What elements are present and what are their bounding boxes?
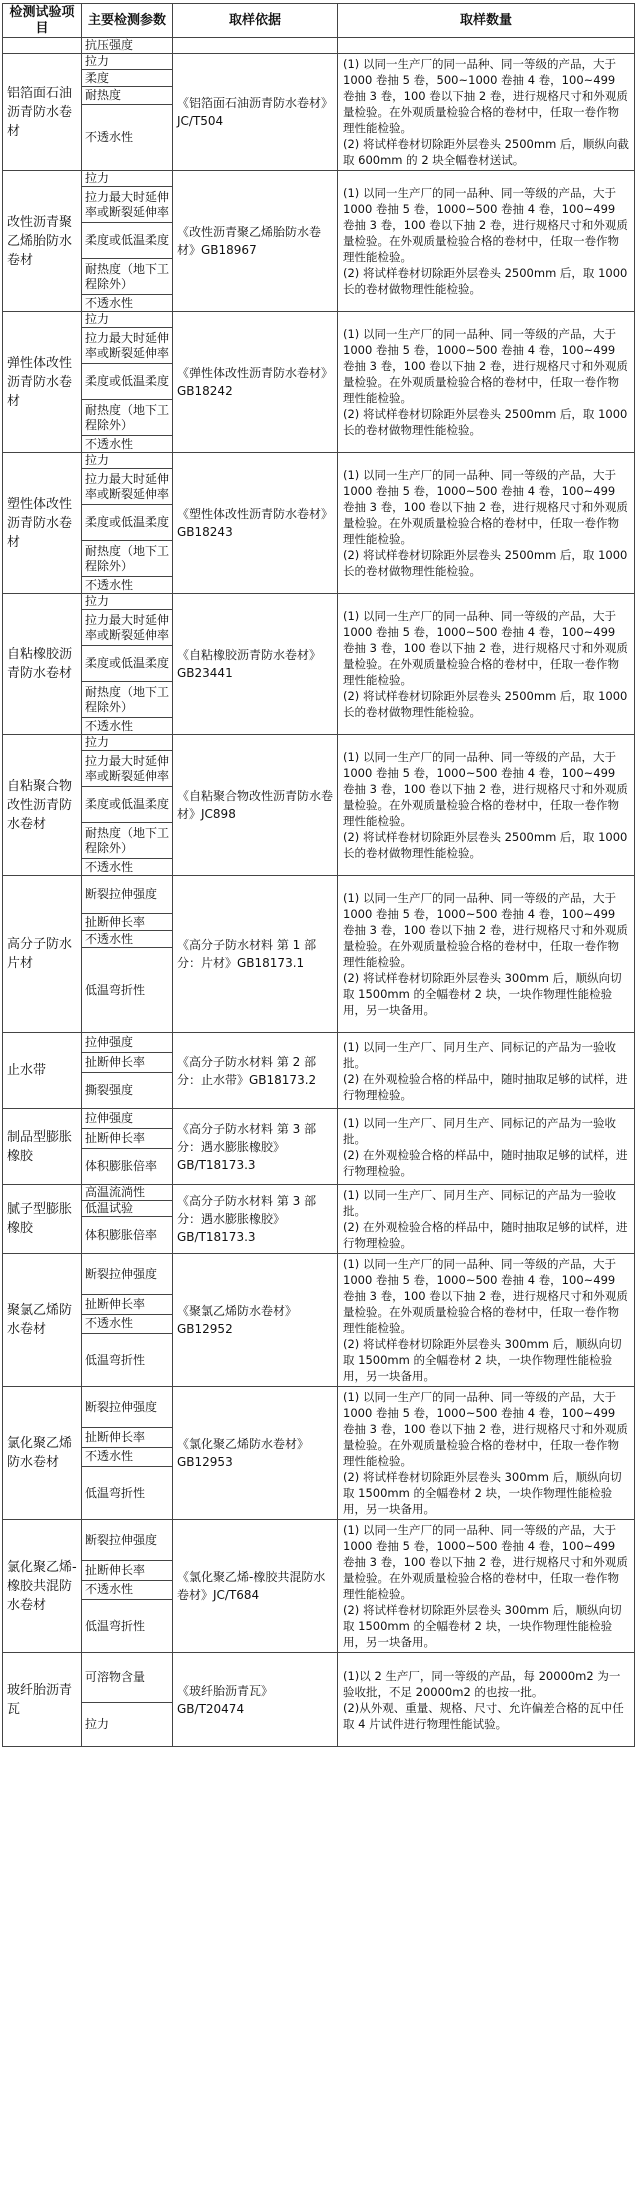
param-cell: 断裂拉伸强度	[82, 1520, 173, 1561]
quantity-paragraph: (1) 以同一生产厂的同一品种、同一等级的产品，大于 1000 卷抽 5 卷，1000~500 卷抽 4 卷，100~499 卷抽 3 卷，100 卷以下抽 2 卷，进行规格尺寸和外观质量检验。在外观质量检验合格的卷材中，任取一卷作物理性能检验。	[343, 1257, 628, 1335]
quantity-paragraph: (2) 在外观检验合格的样品中，随时抽取足够的试样，进行物理检验。	[343, 1220, 628, 1250]
table-row	[3, 453, 635, 469]
quantity-paragraph: (1) 以同一生产厂的同一品种、同一等级的产品，大于 1000 卷抽 5 卷，500~1000 卷抽 4 卷，100~499 卷抽 3 卷，100 卷以下抽 2 卷，进行规格尺寸和外观质量检验。在外观质量检验合格的卷材中，任取一卷作物理性能检验。	[343, 57, 628, 135]
table-row	[3, 38, 635, 54]
param-cell: 低温弯折性	[82, 1334, 173, 1387]
header-sampling-basis: 取样依据	[173, 4, 338, 38]
test-item-cell: 氯化聚乙烯-橡胶共混防水卷材	[3, 1520, 82, 1653]
table-row	[3, 735, 635, 751]
param-cell: 拉力最大时延伸率或断裂延伸率	[82, 187, 173, 223]
param-cell: 撕裂强度	[82, 1073, 173, 1109]
quantity-paragraph: (1) 以同一生产厂的同一品种、同一等级的产品，大于 1000 卷抽 5 卷，1000~500 卷抽 4 卷，100~499 卷抽 3 卷，100 卷以下抽 2 卷，进行规格尺寸和外观质量检验。在外观质量检验合格的卷材中，任取一卷作物理性能检验。	[343, 609, 628, 687]
sampling-quantity-cell	[338, 876, 635, 1033]
param-cell: 低温弯折性	[82, 1600, 173, 1653]
table-row	[3, 1387, 635, 1428]
param-cell: 拉力最大时延伸率或断裂延伸率	[82, 469, 173, 505]
sampling-quantity-cell	[338, 1653, 635, 1747]
test-item-cell: 氯化聚乙烯防水卷材	[3, 1387, 82, 1520]
sampling-basis-cell: 《高分子防水材料 第 3 部分：遇水膨胀橡胶》GB/T18173.3	[173, 1185, 338, 1254]
param-cell: 柔度或低温柔度	[82, 364, 173, 400]
quantity-paragraph: (2) 将试样卷材切除距外层卷头 2500mm 后，取 1000 长的卷材做物理性能检验。	[343, 830, 628, 860]
sampling-basis-cell: 《铝箔面石油沥青防水卷材》JC/T504	[173, 54, 338, 171]
sampling-table-page	[2, 3, 634, 2189]
table-row	[3, 1033, 635, 1053]
param-cell: 断裂拉伸强度	[82, 876, 173, 914]
param-cell: 耐热度（地下工程除外）	[82, 541, 173, 577]
quantity-paragraph: (1) 以同一生产厂的同一品种、同一等级的产品，大于 1000 卷抽 5 卷，1000~500 卷抽 4 卷，100~499 卷抽 3 卷，100 卷以下抽 2 卷，进行规格尺寸和外观质量检验。在外观质量检验合格的卷材中，任取一卷作物理性能检验。	[343, 891, 628, 969]
quantity-paragraph: (1) 以同一生产厂、同月生产、同标记的产品为一验收批。	[343, 1039, 616, 1070]
param-cell: 柔度	[82, 70, 173, 86]
param-cell: 扯断伸长率	[82, 1129, 173, 1149]
quantity-paragraph: (1) 以同一生产厂、同月生产、同标记的产品为一验收批。	[343, 1115, 616, 1146]
test-item-cell: 高分子防水片材	[3, 876, 82, 1033]
param-cell: 扯断伸长率	[82, 914, 173, 931]
param-cell: 低温弯折性	[82, 1467, 173, 1520]
sampling-quantity-cell	[338, 1520, 635, 1653]
param-cell: 断裂拉伸强度	[82, 1254, 173, 1295]
sampling-basis-cell: 《高分子防水材料 第 3 部分：遇水膨胀橡胶》GB/T18173.3	[173, 1109, 338, 1185]
param-cell: 耐热度（地下工程除外）	[82, 400, 173, 436]
sampling-quantity-cell	[338, 38, 635, 54]
param-cell: 不透水性	[82, 295, 173, 312]
param-cell: 拉力	[82, 312, 173, 328]
quantity-paragraph: (2) 将试样卷材切除距外层卷头 2500mm 后，取 1000 长的卷材做物理性能检验。	[343, 548, 628, 578]
sampling-basis-cell: 《聚氯乙烯防水卷材》GB12952	[173, 1254, 338, 1387]
sampling-quantity-cell	[338, 1185, 635, 1254]
quantity-paragraph: (2) 将试样卷材切除距外层卷头 300mm 后，顺纵向切取 1500mm 的全幅卷材 2 块，一块作物理性能检验用，另一块备用。	[343, 1470, 622, 1516]
sampling-basis-cell	[173, 38, 338, 54]
test-item-cell	[3, 38, 82, 54]
sampling-quantity-cell	[338, 1387, 635, 1520]
param-cell: 不透水性	[82, 436, 173, 453]
sampling-quantity-cell	[338, 54, 635, 171]
param-cell: 拉伸强度	[82, 1033, 173, 1053]
param-cell: 柔度或低温柔度	[82, 223, 173, 259]
param-cell: 耐热度（地下工程除外）	[82, 823, 173, 859]
test-item-cell: 自粘聚合物改性沥青防水卷材	[3, 735, 82, 876]
param-cell: 耐热度（地下工程除外）	[82, 259, 173, 295]
quantity-paragraph: (1) 以同一生产厂、同月生产、同标记的产品为一验收批。	[343, 1188, 616, 1218]
table-row	[3, 1109, 635, 1129]
test-item-cell: 改性沥青聚乙烯胎防水卷材	[3, 171, 82, 312]
quantity-paragraph: (2) 将试样卷材切除距外层卷头 300mm 后，顺纵向切取 1500mm 的全幅卷材 2 块，一块作物理性能检验用，另一块备用。	[343, 1337, 622, 1383]
table-row	[3, 312, 635, 328]
sampling-table	[2, 3, 635, 1747]
sampling-basis-cell: 《氯化聚乙烯防水卷材》GB12953	[173, 1387, 338, 1520]
table-row	[3, 594, 635, 610]
table-row	[3, 171, 635, 187]
quantity-paragraph: (1) 以同一生产厂的同一品种、同一等级的产品，大于 1000 卷抽 5 卷，1000~500 卷抽 4 卷，100~499 卷抽 3 卷，100 卷以下抽 2 卷，进行规格尺寸和外观质量检验。在外观质量检验合格的卷材中，任取一卷作物理性能检验。	[343, 468, 628, 546]
quantity-paragraph: (2) 将试样卷材切除距外层卷头 300mm 后，顺纵向切取 1500mm 的全幅卷材 2 块，一块作物理性能检验用，另一块备用。	[343, 971, 622, 1017]
quantity-paragraph: (2) 将试样卷材切除距外层卷头 2500mm 后，取 1000 长的卷材做物理性能检验。	[343, 266, 628, 296]
param-cell: 耐热度（地下工程除外）	[82, 682, 173, 718]
sampling-basis-cell: 《自粘聚合物改性沥青防水卷材》JC898	[173, 735, 338, 876]
sampling-basis-cell: 《氯化聚乙烯-橡胶共混防水卷材》JC/T684	[173, 1520, 338, 1653]
test-item-cell: 制品型膨胀橡胶	[3, 1109, 82, 1185]
quantity-paragraph: (1) 以同一生产厂的同一品种、同一等级的产品，大于 1000 卷抽 5 卷，1000~500 卷抽 4 卷，100~499 卷抽 3 卷，100 卷以下抽 2 卷，进行规格尺寸和外观质量检验。在外观质量检验合格的卷材中，任取一卷作物理性能检验。	[343, 186, 628, 264]
header-row	[3, 4, 635, 38]
param-cell: 不透水性	[82, 577, 173, 594]
param-cell: 不透水性	[82, 105, 173, 171]
sampling-quantity-cell	[338, 1033, 635, 1109]
sampling-basis-cell: 《弹性体改性沥青防水卷材》GB18242	[173, 312, 338, 453]
param-cell: 可溶物含量	[82, 1653, 173, 1703]
test-item-cell: 玻纤胎沥青瓦	[3, 1653, 82, 1747]
param-cell: 低温弯折性	[82, 948, 173, 1033]
table-row	[3, 876, 635, 914]
sampling-quantity-cell	[338, 312, 635, 453]
sampling-quantity-cell	[338, 171, 635, 312]
sampling-basis-cell: 《自粘橡胶沥青防水卷材》GB23441	[173, 594, 338, 735]
quantity-paragraph: (1) 以同一生产厂的同一品种、同一等级的产品，大于 1000 卷抽 5 卷，1000~500 卷抽 4 卷，100~499 卷抽 3 卷，100 卷以下抽 2 卷，进行规格尺寸和外观质量检验。在外观质量检验合格的卷材中，任取一卷作物理性能检验。	[343, 1523, 628, 1601]
sampling-basis-cell: 《高分子防水材料 第 2 部分：止水带》GB18173.2	[173, 1033, 338, 1109]
param-cell: 扯断伸长率	[82, 1295, 173, 1314]
quantity-paragraph: (1) 以同一生产厂的同一品种、同一等级的产品，大于 1000 卷抽 5 卷，1000~500 卷抽 4 卷，100~499 卷抽 3 卷，100 卷以下抽 2 卷，进行规格尺寸和外观质量检验。在外观质量检验合格的卷材中，任取一卷作物理性能检验。	[343, 1390, 628, 1468]
table-row	[3, 1254, 635, 1295]
param-cell: 抗压强度	[82, 38, 173, 54]
param-cell: 拉力	[82, 594, 173, 610]
param-cell: 拉力最大时延伸率或断裂延伸率	[82, 751, 173, 787]
header-test-item: 检测试验项目	[3, 4, 82, 38]
quantity-paragraph: (2) 将试样卷材切除距外层卷头 2500mm 后，取 1000 长的卷材做物理性能检验。	[343, 689, 628, 719]
sampling-quantity-cell	[338, 594, 635, 735]
quantity-paragraph: (2) 将试样卷材切除距外层卷头 2500mm 后，顺纵向截取 600mm 的 2 块全幅卷材送试。	[343, 137, 629, 167]
quantity-paragraph: (1) 以同一生产厂的同一品种、同一等级的产品，大于 1000 卷抽 5 卷，1000~500 卷抽 4 卷，100~499 卷抽 3 卷，100 卷以下抽 2 卷，进行规格尺寸和外观质量检验。在外观质量检验合格的卷材中，任取一卷作物理性能检验。	[343, 750, 628, 828]
sampling-basis-cell: 《塑性体改性沥青防水卷材》GB18243	[173, 453, 338, 594]
param-cell: 扯断伸长率	[82, 1053, 173, 1073]
param-cell: 拉力	[82, 1703, 173, 1747]
param-cell: 体积膨胀倍率	[82, 1149, 173, 1185]
param-cell: 不透水性	[82, 718, 173, 735]
sampling-basis-cell: 《改性沥青聚乙烯胎防水卷材》GB18967	[173, 171, 338, 312]
param-cell: 拉力	[82, 453, 173, 469]
param-cell: 耐热度	[82, 86, 173, 104]
sampling-quantity-cell	[338, 1109, 635, 1185]
param-cell: 扯断伸长率	[82, 1561, 173, 1580]
test-item-cell: 塑性体改性沥青防水卷材	[3, 453, 82, 594]
table-row	[3, 1185, 635, 1201]
table-row	[3, 54, 635, 70]
test-item-cell: 聚氯乙烯防水卷材	[3, 1254, 82, 1387]
param-cell: 不透水性	[82, 1314, 173, 1333]
param-cell: 拉力	[82, 735, 173, 751]
param-cell: 不透水性	[82, 931, 173, 948]
table-row	[3, 1520, 635, 1561]
sampling-quantity-cell	[338, 735, 635, 876]
param-cell: 柔度或低温柔度	[82, 787, 173, 823]
param-cell: 柔度或低温柔度	[82, 505, 173, 541]
quantity-paragraph: (1)以 2 生产厂，同一等级的产品，每 20000m2 为一验收批，不足 20000m2 的也按一批。	[343, 1668, 621, 1699]
sampling-quantity-cell	[338, 453, 635, 594]
param-cell: 拉力	[82, 54, 173, 70]
param-cell: 拉伸强度	[82, 1109, 173, 1129]
quantity-paragraph: (2) 在外观检验合格的样品中，随时抽取足够的试样，进行物理检验。	[343, 1071, 628, 1102]
test-item-cell: 自粘橡胶沥青防水卷材	[3, 594, 82, 735]
param-cell: 拉力最大时延伸率或断裂延伸率	[82, 610, 173, 646]
param-cell: 不透水性	[82, 1580, 173, 1599]
param-cell: 低温试验	[82, 1201, 173, 1217]
sampling-basis-cell: 《玻纤胎沥青瓦》GB/T20474	[173, 1653, 338, 1747]
param-cell: 不透水性	[82, 1447, 173, 1466]
header-main-params: 主要检测参数	[82, 4, 173, 38]
test-item-cell: 铝箔面石油沥青防水卷材	[3, 54, 82, 171]
param-cell: 体积膨胀倍率	[82, 1217, 173, 1254]
quantity-paragraph: (2)从外观、重量、规格、尺寸、允许偏差合格的瓦中任取 4 片试件进行物理性能试验。	[343, 1700, 624, 1731]
quantity-paragraph: (2) 在外观检验合格的样品中，随时抽取足够的试样，进行物理检验。	[343, 1147, 628, 1178]
quantity-paragraph: (1) 以同一生产厂的同一品种、同一等级的产品，大于 1000 卷抽 5 卷，1000~500 卷抽 4 卷，100~499 卷抽 3 卷，100 卷以下抽 2 卷，进行规格尺寸和外观质量检验。在外观质量检验合格的卷材中，任取一卷作物理性能检验。	[343, 327, 628, 405]
param-cell: 拉力最大时延伸率或断裂延伸率	[82, 328, 173, 364]
test-item-cell: 止水带	[3, 1033, 82, 1109]
table-row	[3, 1653, 635, 1703]
quantity-paragraph: (2) 将试样卷材切除距外层卷头 300mm 后，顺纵向切取 1500mm 的全幅卷材 2 块，一块作物理性能检验用，另一块备用。	[343, 1603, 622, 1649]
param-cell: 扯断伸长率	[82, 1428, 173, 1447]
param-cell: 不透水性	[82, 859, 173, 876]
param-cell: 拉力	[82, 171, 173, 187]
sampling-basis-cell: 《高分子防水材料 第 1 部分：片材》GB18173.1	[173, 876, 338, 1033]
test-item-cell: 腻子型膨胀橡胶	[3, 1185, 82, 1254]
test-item-cell: 弹性体改性沥青防水卷材	[3, 312, 82, 453]
param-cell: 断裂拉伸强度	[82, 1387, 173, 1428]
header-sampling-quantity: 取样数量	[338, 4, 635, 38]
param-cell: 高温流淌性	[82, 1185, 173, 1201]
quantity-paragraph: (2) 将试样卷材切除距外层卷头 2500mm 后，取 1000 长的卷材做物理性能检验。	[343, 407, 628, 437]
param-cell: 柔度或低温柔度	[82, 646, 173, 682]
sampling-quantity-cell	[338, 1254, 635, 1387]
